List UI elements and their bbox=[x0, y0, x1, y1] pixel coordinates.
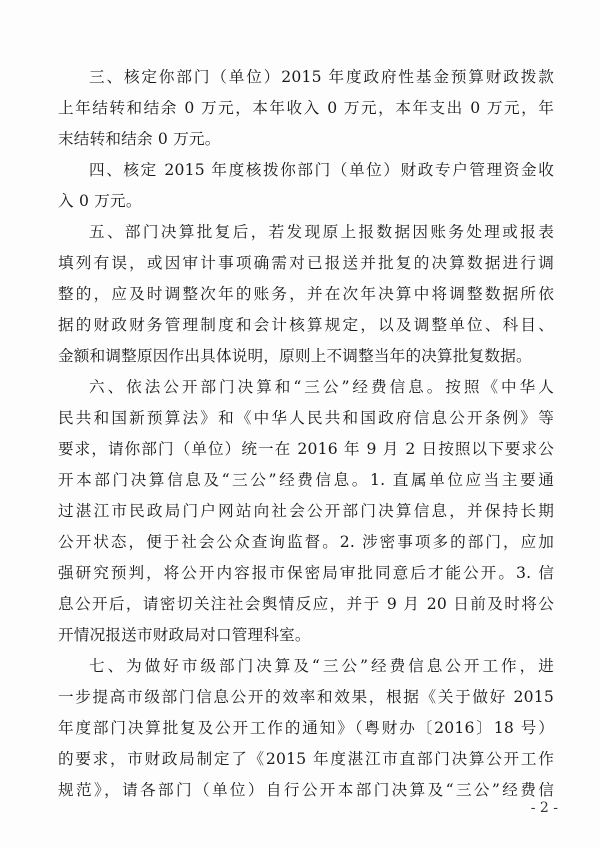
text-line: 填列有误，或因审计事项确需对已报送并批复的决算数据进行调 bbox=[58, 254, 554, 272]
text-line: 息公开后，请密切关注社会舆情反应，并于 9 月 20 日前及时将公 bbox=[58, 595, 554, 613]
text-line: 六、依法公开部门决算和“三公”经费信息。按照《中华人 bbox=[89, 378, 554, 396]
text-line: 整的，应及时调整次年的账务，并在次年决算中将调整数据所依 bbox=[58, 285, 554, 303]
document-body bbox=[58, 62, 554, 806]
text-line: 规范》，请各部门（单位）自行公开本部门决算及“三公”经费信 bbox=[58, 781, 554, 799]
text-line: 过湛江市民政局门户网站向社会公开部门决算信息，并保持长期 bbox=[58, 502, 554, 520]
paragraph-3 bbox=[58, 62, 554, 155]
text-line: 金额和调整原因作出具体说明，原则上不调整当年的决算批复数据。 bbox=[58, 347, 532, 365]
paragraph-5 bbox=[58, 217, 554, 372]
paragraph-7 bbox=[58, 651, 554, 806]
text-line: 三、核定你部门（单位）2015 年度政府性基金预算财政拨款 bbox=[89, 68, 554, 86]
text-line: 的要求，市财政局制定了《2015 年度湛江市直部门决算公开工作 bbox=[58, 750, 554, 768]
paragraph-4 bbox=[58, 155, 554, 217]
text-line: 七、为做好市级部门决算及“三公”经费信息公开工作，进 bbox=[89, 657, 554, 675]
text-line: 上年结转和结余 0 万元，本年收入 0 万元，本年支出 0 万元，年 bbox=[58, 99, 554, 117]
text-line: 年度部门决算批复及公开工作的通知》（粤财办〔2016〕18 号） bbox=[58, 719, 554, 737]
text-line: 公开状态，便于社会公众查询监督。2. 涉密事项多的部门，应加 bbox=[58, 533, 554, 551]
text-line: 民共和国新预算法》和《中华人民共和国政府信息公开条例》等 bbox=[58, 409, 554, 427]
text-line: 要求，请你部门（单位）统一在 2016 年 9 月 2 日按照以下要求公 bbox=[58, 440, 554, 458]
page-number: - 2 - bbox=[530, 800, 558, 816]
text-line: 开情况报送市财政局对口管理科室。 bbox=[58, 626, 311, 644]
text-line: 开本部门决算信息及“三公”经费信息。1. 直属单位应当主要通 bbox=[58, 471, 554, 489]
paragraph-6 bbox=[58, 372, 554, 651]
text-line: 末结转和结余 0 万元。 bbox=[58, 130, 221, 148]
text-line: 强研究预判，将公开内容报市保密局审批同意后才能公开。3. 信 bbox=[58, 564, 554, 582]
text-line: 一步提高市级部门信息公开的效率和效果，根据《关于做好 2015 bbox=[58, 688, 554, 706]
text-line: 五、部门决算批复后，若发现原上报数据因账务处理或报表 bbox=[89, 223, 554, 241]
text-line: 据的财政财务管理制度和会计核算规定，以及调整单位、科目、 bbox=[58, 316, 554, 334]
text-line: 入 0 万元。 bbox=[58, 192, 142, 210]
text-line: 四、核定 2015 年度核拨你部门（单位）财政专户管理资金收 bbox=[89, 161, 554, 179]
